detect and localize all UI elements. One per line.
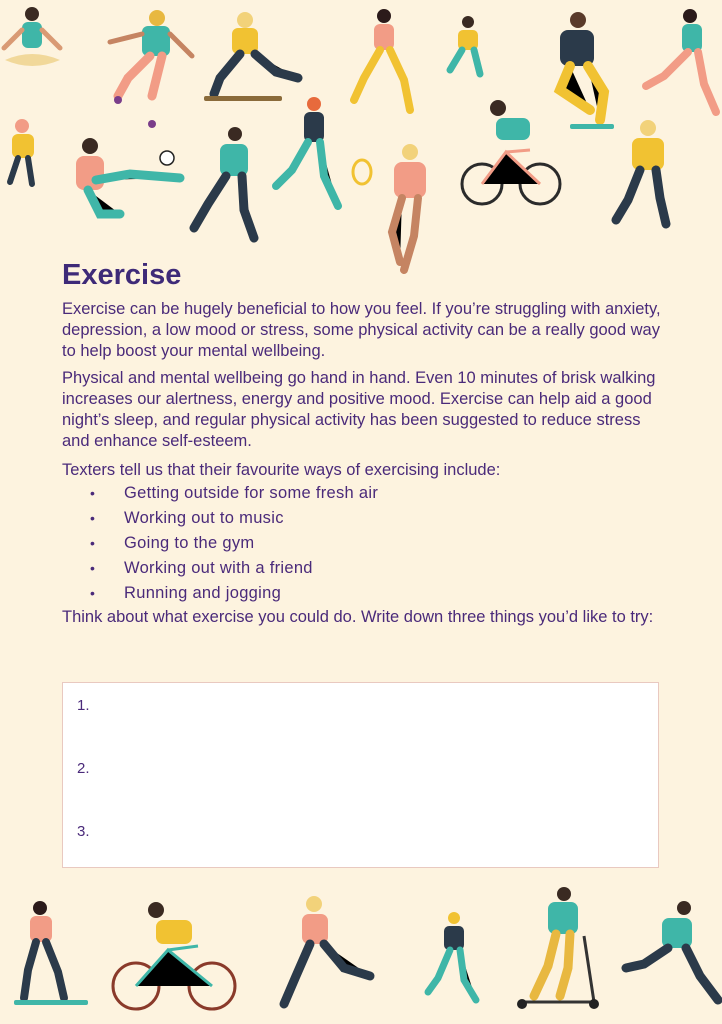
bottom-sports-illustration [0, 880, 722, 1024]
runner-yellow-icon [616, 120, 666, 224]
skater-man-icon [560, 12, 614, 129]
runner-woman-right-icon [646, 9, 716, 112]
list-item: • Going to the gym [62, 531, 662, 556]
cyclist-man-icon [113, 902, 235, 1009]
line-number-1: 1. [77, 697, 90, 714]
meditating-person-icon [4, 7, 60, 66]
line-number-3: 3. [77, 823, 90, 840]
cyclist-icon [462, 100, 560, 204]
tennis-player-icon [353, 144, 426, 270]
top-sports-illustration [0, 0, 722, 280]
soccer-player-icon [76, 138, 180, 214]
favourites-list [62, 481, 662, 606]
skateboarder-woman-icon [14, 901, 88, 1005]
line-number-2: 2. [77, 760, 90, 777]
list-item: • Getting outside for some fresh air [62, 481, 662, 506]
sprinter-icon [626, 901, 718, 1000]
jogger-child-icon [428, 912, 476, 1000]
article [62, 255, 662, 628]
prompt-text: Think about what exercise you could do. Write down three things you’d like to try: [62, 608, 654, 626]
intro-paragraph: Exercise can be hugely beneficial to how you feel. If you’re struggling with anxiety, depression, a low mood or stress, some physical activity can be a really good way to help boost your mental wellbeing. [62, 300, 661, 360]
page-title: Exercise [62, 259, 182, 291]
runner-woman-teal-icon [276, 97, 338, 206]
scooter-rider-icon [517, 887, 599, 1009]
list-item: • Working out with a friend [62, 556, 662, 581]
list-item: • Working out to music [62, 506, 662, 531]
skateboarder-icon [204, 12, 298, 101]
list-item: • Running and jogging [62, 581, 662, 606]
roller-skater-icon [110, 10, 192, 128]
runner-headphones-icon [284, 896, 370, 1004]
runner-man-teal-icon [194, 127, 254, 238]
jogger-yellow-icon [450, 16, 480, 74]
write-box[interactable] [62, 682, 659, 868]
runner-orange-icon [354, 9, 410, 110]
child-running-icon [10, 119, 34, 184]
wellbeing-paragraph: Physical and mental wellbeing go hand in hand. Even 10 minutes of brisk walking increases our alertness, energy and positive mood. Exercise can help aid a good night’s sleep, and regular physical activity has been suggested to reduce stress and enhance self-esteem. [62, 369, 656, 450]
favourites-intro: Texters tell us that their favourite ways of exercising include: [62, 461, 501, 479]
